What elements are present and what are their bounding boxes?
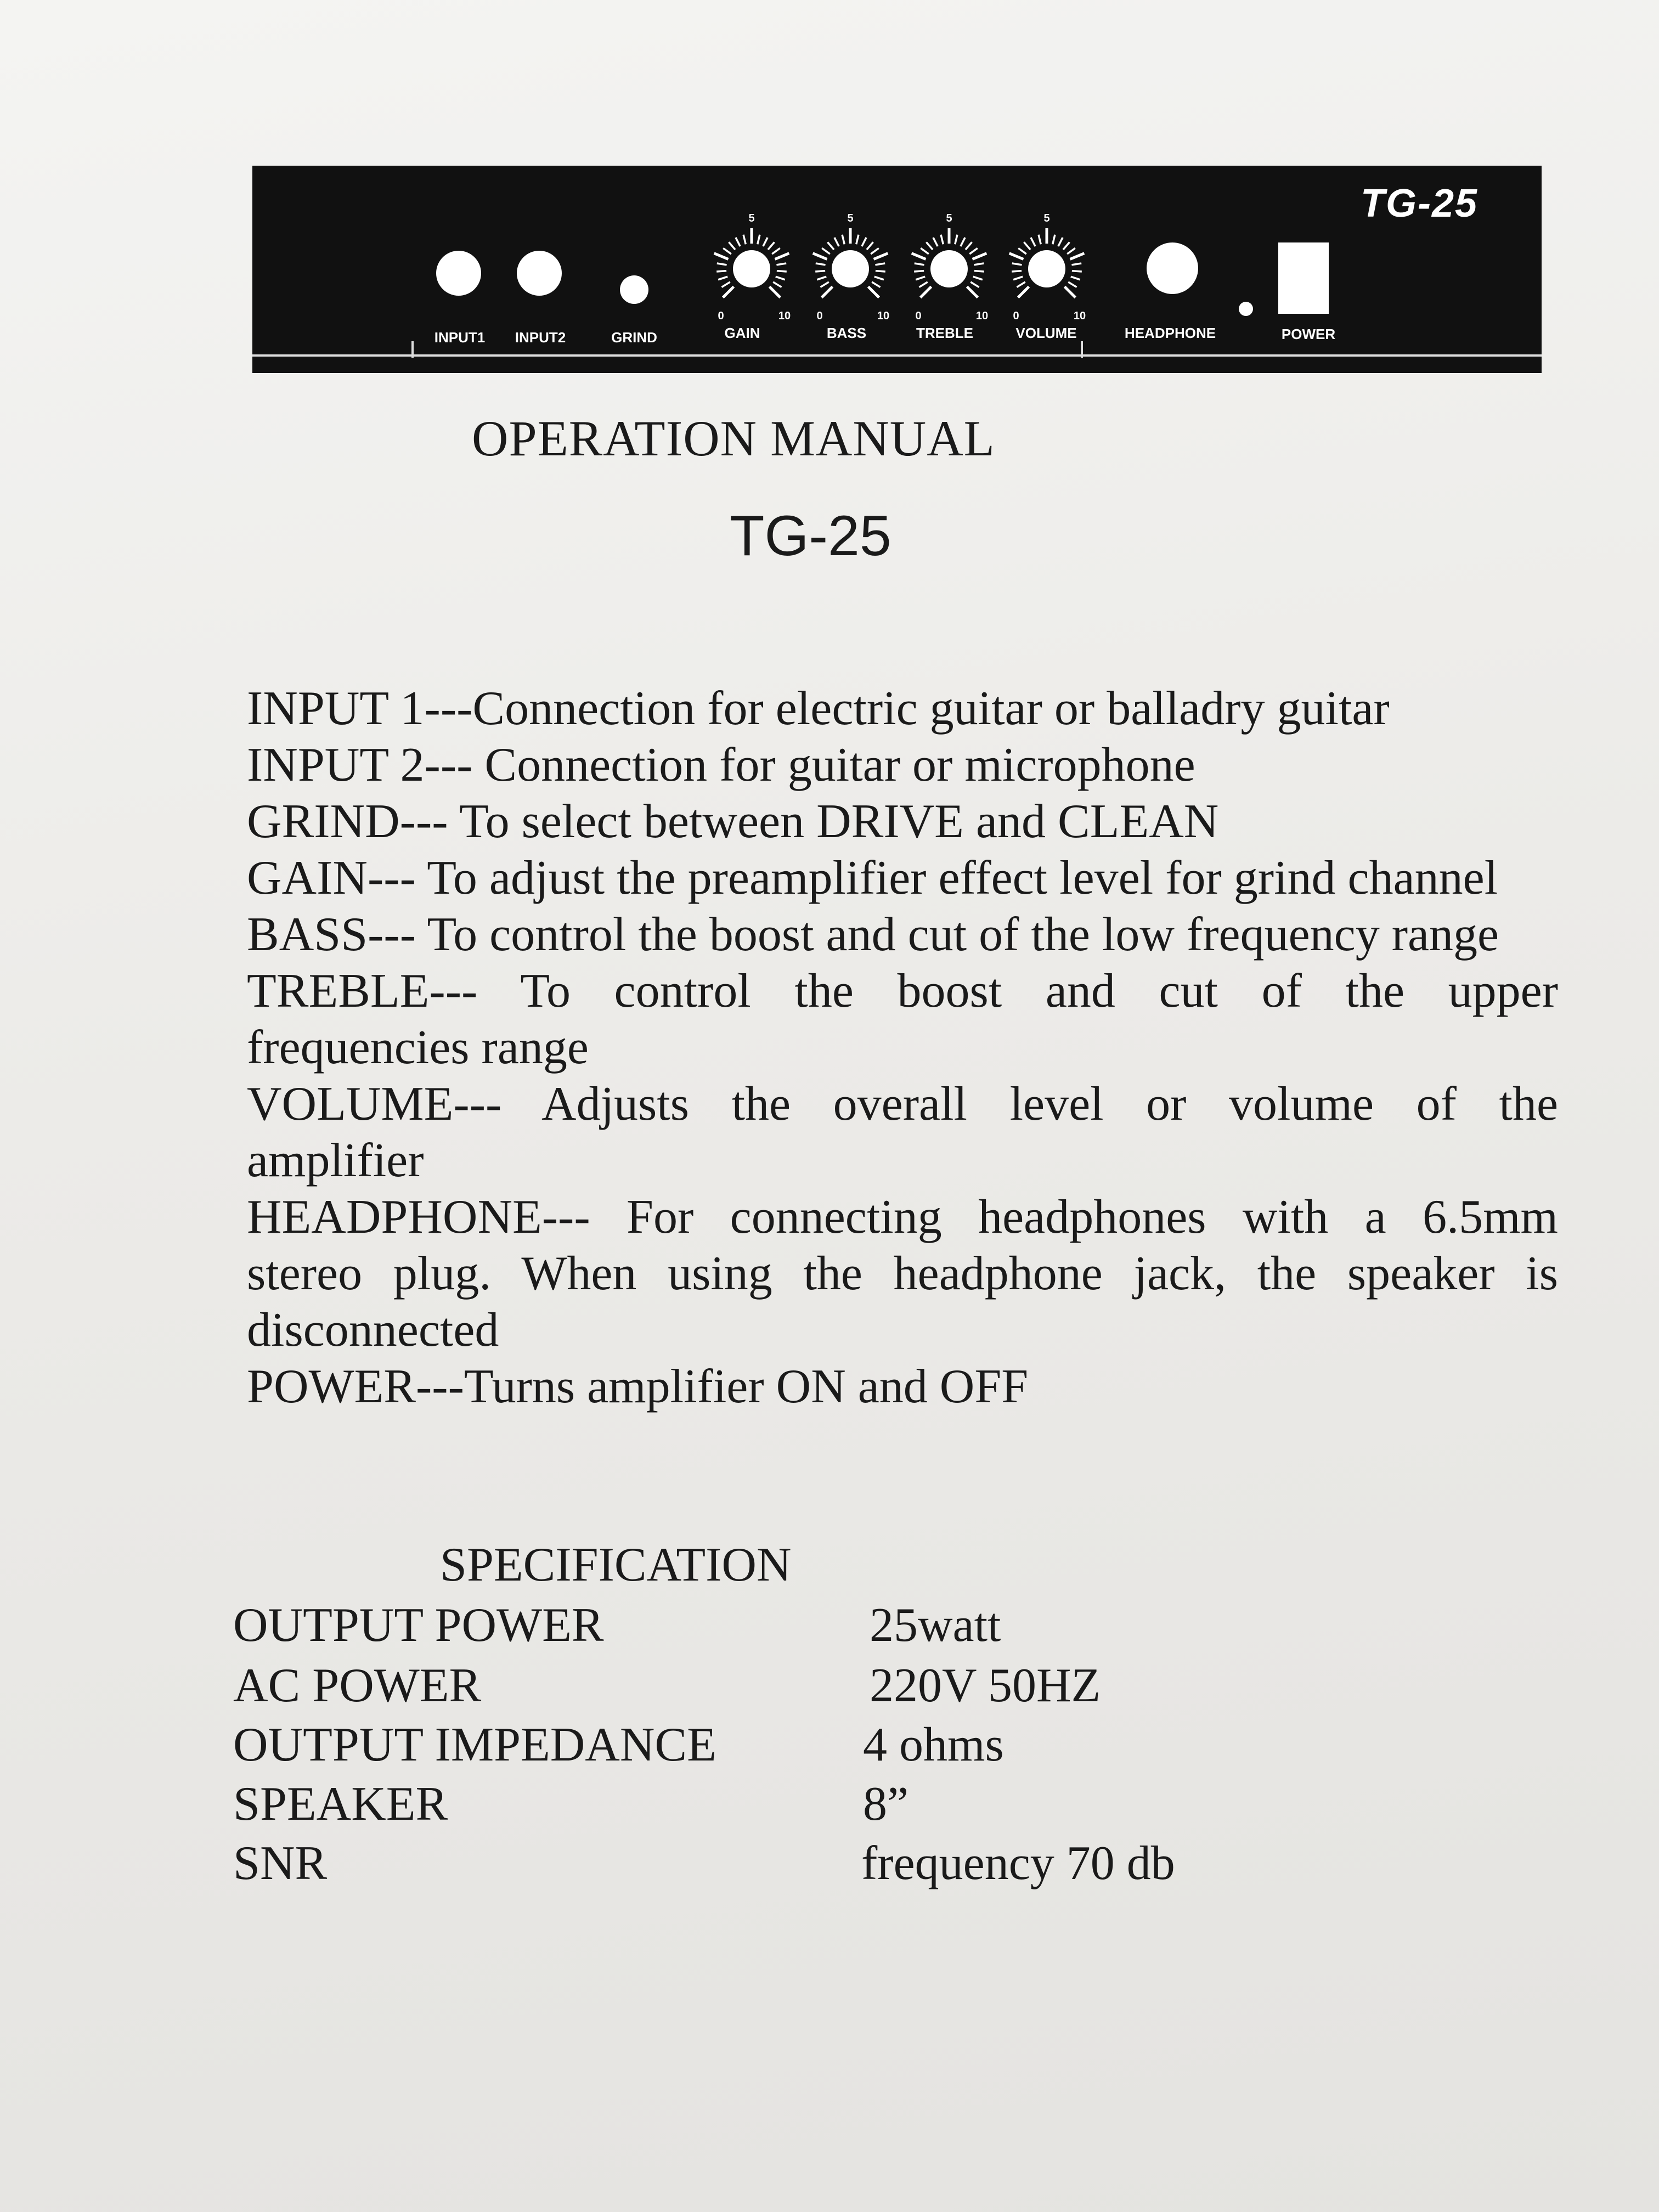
knob-scale-max: 10 <box>778 310 791 322</box>
knob-tick <box>1065 287 1076 298</box>
knob-tick <box>822 287 833 298</box>
knob-tick <box>816 263 826 265</box>
knob-tick <box>1053 235 1055 245</box>
panel-label-input1: INPUT1 <box>434 329 486 346</box>
treble-knob-icon <box>894 204 1004 325</box>
knob-scale-min: 0 <box>1013 310 1019 322</box>
desc-line: BASS--- To control the boost and cut of the low frequency range <box>247 908 1499 961</box>
panel-label-treble: TREBLE <box>916 325 973 341</box>
knob-tick <box>1013 276 1023 280</box>
desc-line: INPUT 1---Connection for electric guitar or balladry guitar <box>247 682 1390 735</box>
knob-scale-min: 0 <box>915 310 922 322</box>
spec-row <box>233 1598 1001 1653</box>
knob-tick <box>777 271 787 272</box>
spec-row <box>233 1717 1004 1773</box>
knob-tick <box>921 287 932 298</box>
knob-tick <box>820 282 828 287</box>
knob-tick <box>874 276 884 280</box>
knob-tick <box>714 253 729 259</box>
desc-line: VOLUME--- Adjusts the overall level or volume of the <box>247 1077 1558 1131</box>
knob-tick <box>921 248 929 254</box>
spec-title: SPECIFICATION <box>440 1538 792 1592</box>
knob-tick <box>873 253 888 259</box>
spec-row <box>233 1658 1101 1713</box>
knob-tick <box>867 242 873 250</box>
spec-row <box>233 1776 909 1832</box>
desc-line: TREBLE--- To control the boost and cut of the upper <box>247 964 1558 1018</box>
knob-scale-max: 10 <box>975 310 989 322</box>
spec-value: 220V 50HZ <box>870 1659 1101 1712</box>
power-switch-icon <box>1278 242 1329 314</box>
knob-tick <box>1024 242 1030 250</box>
gain-knob-icon <box>697 204 806 325</box>
knob-tick <box>1012 263 1022 265</box>
knob-tick <box>876 271 885 272</box>
input1-jack-icon <box>436 251 481 296</box>
knob-tick <box>716 271 726 272</box>
knob-tick <box>729 242 735 250</box>
knob-scale-mid: 5 <box>748 212 755 224</box>
knob-tick <box>912 253 926 259</box>
panel-label-headphone: HEADPHONE <box>1124 325 1216 341</box>
knob-tick <box>966 242 972 250</box>
panel-label-bass: BASS <box>826 325 867 341</box>
knob-tick <box>834 238 839 246</box>
panel-label-volume: VOLUME <box>1015 325 1077 341</box>
panel-label-input2: INPUT2 <box>515 329 566 346</box>
knob-tick <box>1012 271 1022 272</box>
knob-tick <box>1063 242 1070 250</box>
desc-line: POWER---Turns amplifier ON and OFF <box>247 1360 1029 1413</box>
knob-scale-mid: 5 <box>1043 212 1050 224</box>
knob-tick <box>967 287 978 298</box>
knob-cap <box>832 250 869 287</box>
spec-label: SNR <box>233 1837 328 1890</box>
knob-tick <box>856 235 859 245</box>
desc-line: stereo plug. When using the headphone jack, the speaker is <box>247 1247 1558 1300</box>
spec-value: frequency 70 db <box>861 1837 1175 1890</box>
knob-tick <box>915 263 924 265</box>
knob-tick <box>768 242 775 250</box>
knob-tick <box>872 282 880 287</box>
document-title: OPERATION MANUAL <box>472 410 995 466</box>
knob-tick <box>1068 282 1076 287</box>
knob-tick <box>1039 235 1041 245</box>
spec-row <box>233 1836 1175 1891</box>
knob-scale-min: 0 <box>816 310 823 322</box>
knob-scale-max: 10 <box>1073 310 1086 322</box>
knob-tick <box>718 276 727 280</box>
knob-tick <box>941 235 943 245</box>
input2-jack-icon <box>517 251 562 296</box>
knob-tick <box>817 276 826 280</box>
knob-tick <box>775 253 789 259</box>
knob-tick <box>723 287 734 298</box>
knob-tick <box>1031 238 1035 246</box>
knob-tick <box>776 276 785 280</box>
knob-tick <box>763 238 768 246</box>
desc-line: disconnected <box>247 1304 499 1357</box>
knob-tick <box>955 235 957 245</box>
knob-tick <box>1071 263 1081 265</box>
knob-tick <box>736 238 740 246</box>
knob-tick <box>842 235 844 245</box>
headphone-jack-icon <box>1147 242 1198 294</box>
desc-line: GRIND--- To select between DRIVE and CLEAN <box>247 795 1219 848</box>
knob-tick <box>933 238 938 246</box>
knob-cap <box>930 250 968 287</box>
knob-tick <box>776 263 786 265</box>
panel-label-power: POWER <box>1281 326 1336 342</box>
knob-scale-mid: 5 <box>847 212 854 224</box>
spec-value: 8” <box>863 1778 909 1831</box>
knob-tick <box>1018 248 1026 254</box>
knob-tick <box>914 271 924 272</box>
document-model: TG-25 <box>730 504 891 568</box>
knob-tick <box>972 253 986 259</box>
knob-tick <box>815 271 825 272</box>
knob-tick <box>973 276 983 280</box>
knob-tick <box>969 248 978 254</box>
desc-line: HEADPHONE--- For connecting headphones with a 6.5mm <box>247 1190 1558 1244</box>
spec-label: SPEAKER <box>233 1778 448 1831</box>
knob-tick <box>758 235 760 245</box>
knob-tick <box>723 248 731 254</box>
panel-divider <box>252 354 1542 357</box>
knob-tick <box>974 263 984 265</box>
panel-divider-tick <box>1081 341 1083 358</box>
knob-tick <box>1009 253 1024 259</box>
knob-tick <box>970 282 979 287</box>
knob-tick <box>919 282 927 287</box>
knob-tick <box>871 248 879 254</box>
knob-tick <box>974 271 984 272</box>
knob-tick <box>1018 287 1029 298</box>
knob-tick <box>868 287 879 298</box>
knob-tick <box>717 263 727 265</box>
knob-tick <box>822 248 830 254</box>
knob-tick <box>773 282 781 287</box>
desc-line: frequencies range <box>247 1021 589 1074</box>
knob-tick <box>770 287 781 298</box>
knob-scale-mid: 5 <box>946 212 952 224</box>
spec-value: 25watt <box>870 1599 1001 1652</box>
bass-knob-icon <box>795 204 905 325</box>
front-panel-diagram <box>252 166 1542 373</box>
spec-label: OUTPUT POWER <box>233 1599 604 1652</box>
knob-tick <box>743 235 746 245</box>
knob-tick <box>813 253 827 259</box>
knob-tick <box>772 248 780 254</box>
knob-scale-max: 10 <box>877 310 890 322</box>
knob-tick <box>961 238 965 246</box>
grind-button-icon <box>620 275 648 304</box>
knob-tick <box>1071 276 1080 280</box>
spec-label: OUTPUT IMPEDANCE <box>233 1718 716 1771</box>
panel-label-gain: GAIN <box>724 325 760 341</box>
knob-tick <box>721 282 730 287</box>
knob-tick <box>1072 271 1082 272</box>
desc-line: GAIN--- To adjust the preamplifier effect level for grind channel <box>247 851 1498 905</box>
panel-label-grind: GRIND <box>611 329 657 346</box>
knob-tick <box>1067 248 1075 254</box>
knob-tick <box>875 263 885 265</box>
panel-divider-tick <box>411 341 414 358</box>
desc-line: amplifier <box>247 1134 424 1187</box>
knob-scale-min: 0 <box>718 310 724 322</box>
knob-tick <box>1070 253 1084 259</box>
knob-tick <box>926 242 933 250</box>
controls-description <box>247 680 1564 1415</box>
knob-cap <box>1028 250 1065 287</box>
power-led-icon <box>1239 302 1253 316</box>
knob-tick <box>1017 282 1025 287</box>
knob-tick <box>827 242 834 250</box>
spec-value: 4 ohms <box>863 1718 1004 1771</box>
knob-tick <box>862 238 866 246</box>
knob-tick <box>916 276 925 280</box>
knob-cap <box>733 250 770 287</box>
desc-line: INPUT 2--- Connection for guitar or microphone <box>247 738 1195 792</box>
panel-model-label: TG-25 <box>1361 182 1479 225</box>
knob-tick <box>1058 238 1063 246</box>
spec-label: AC POWER <box>233 1659 482 1712</box>
volume-knob-icon <box>992 204 1102 325</box>
